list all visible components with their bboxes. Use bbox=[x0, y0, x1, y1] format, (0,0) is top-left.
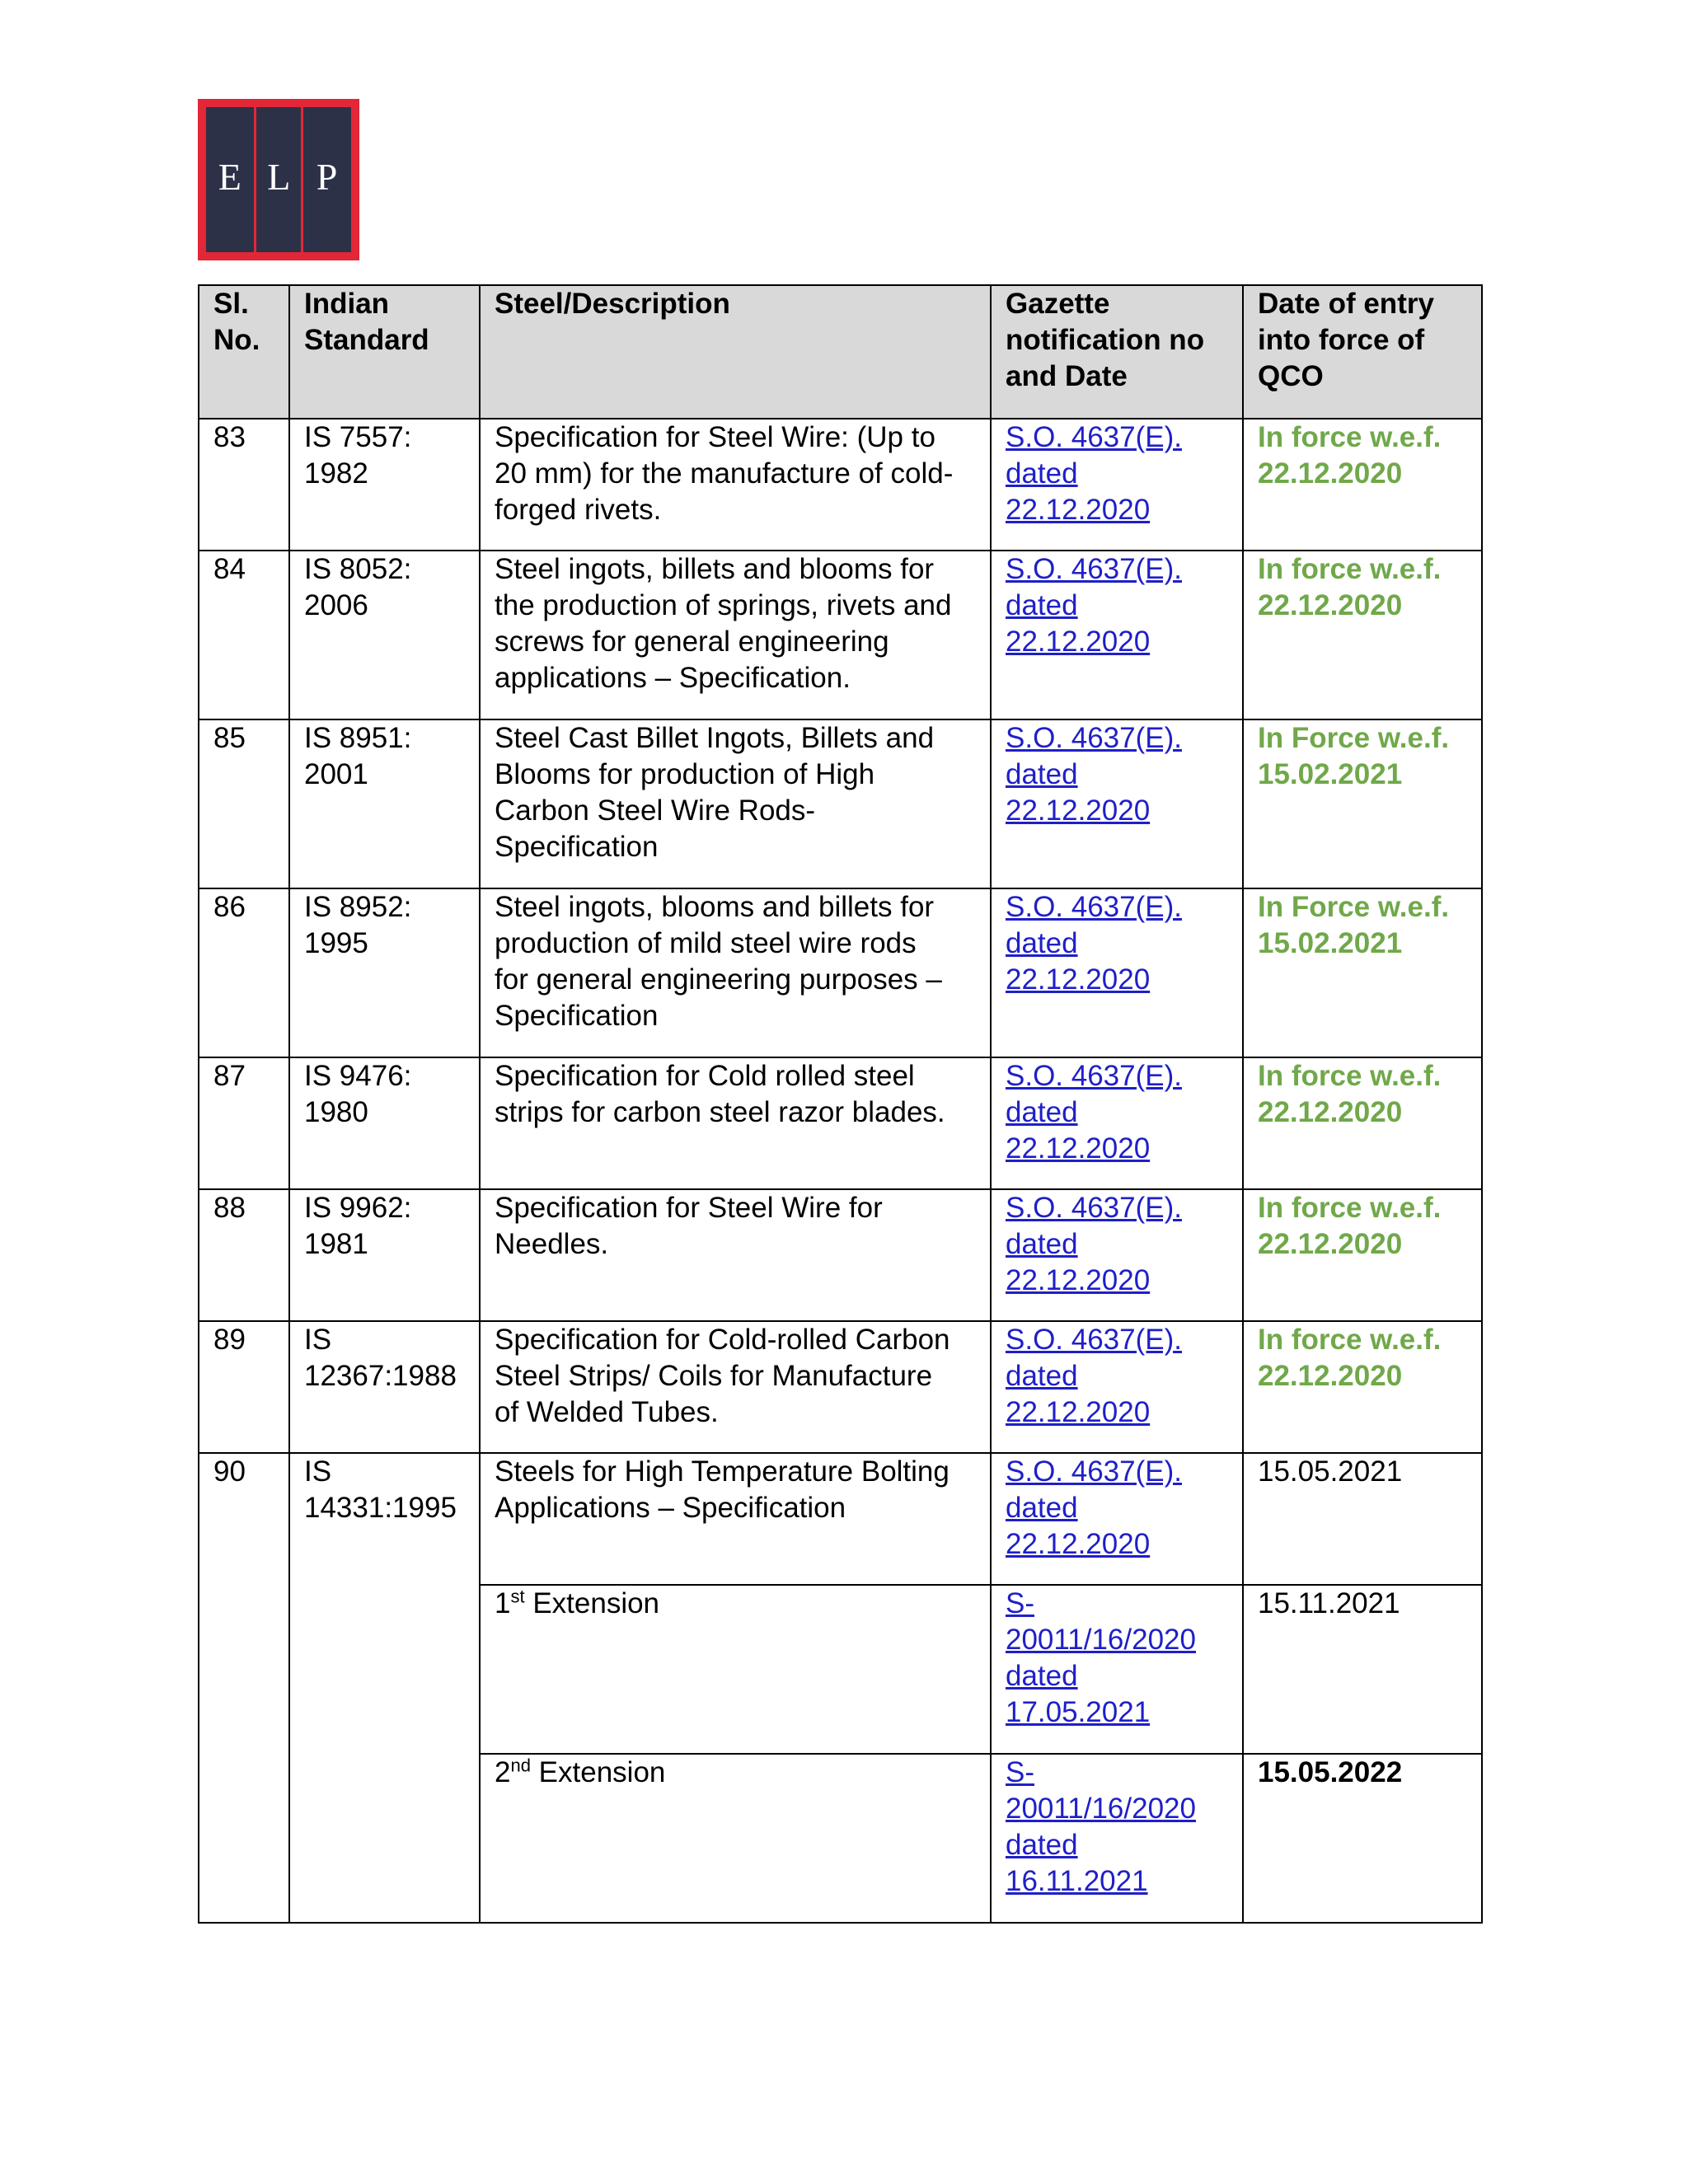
header-gazette: Gazette notification no and Date bbox=[991, 285, 1243, 419]
cell-gazette[interactable] bbox=[991, 888, 1243, 1057]
logo-letters bbox=[206, 155, 351, 199]
gazette-link[interactable]: S.O. 4637(E). bbox=[1006, 1455, 1182, 1488]
cell-sl: 84 bbox=[199, 551, 289, 719]
gazette-link[interactable]: 22.12.2020 bbox=[1006, 1132, 1151, 1165]
cell-description: Steel ingots, blooms and billets for production of mild steel wire rods for general engineering purposes – Specification bbox=[480, 888, 991, 1057]
gazette-link[interactable]: S- bbox=[1006, 1756, 1034, 1788]
cell-sl: 88 bbox=[199, 1189, 289, 1321]
cell-gazette[interactable] bbox=[991, 719, 1243, 888]
cell-gazette[interactable] bbox=[991, 1321, 1243, 1453]
gazette-link[interactable]: dated bbox=[1006, 758, 1078, 790]
gazette-link[interactable]: 22.12.2020 bbox=[1006, 1396, 1151, 1428]
gazette-link[interactable]: 16.11.2021 bbox=[1006, 1865, 1148, 1897]
gazette-link[interactable]: dated bbox=[1006, 1360, 1078, 1392]
header-entry-date: Date of entry into force of QCO bbox=[1243, 285, 1482, 419]
cell-gazette[interactable] bbox=[991, 1754, 1243, 1923]
table-row bbox=[199, 719, 1482, 888]
cell-description: Specification for Steel Wire: (Up to 20 mm) for the manufacture of cold- forged rivets. bbox=[480, 419, 991, 551]
gazette-link[interactable]: dated bbox=[1006, 1492, 1078, 1524]
table-header-row bbox=[199, 285, 1482, 419]
gazette-link[interactable]: 17.05.2021 bbox=[1006, 1696, 1151, 1728]
cell-gazette[interactable] bbox=[991, 419, 1243, 551]
cell-standard: IS 8951: 2001 bbox=[289, 719, 480, 888]
table-row bbox=[199, 1321, 1482, 1453]
cell-entry-date: In force w.e.f. 22.12.2020 bbox=[1243, 1321, 1482, 1453]
table-row bbox=[199, 419, 1482, 551]
cell-description: Specification for Cold-rolled Carbon Steel Strips/ Coils for Manufacture of Welded Tubes. bbox=[480, 1321, 991, 1453]
gazette-link[interactable]: S.O. 4637(E). bbox=[1006, 553, 1182, 585]
table-row bbox=[199, 1189, 1482, 1321]
gazette-link[interactable]: 22.12.2020 bbox=[1006, 1264, 1151, 1296]
cell-description: Steel ingots, billets and blooms for the production of springs, rivets and screws for general engineering applications – Specification. bbox=[480, 551, 991, 719]
cell-sl: 87 bbox=[199, 1057, 289, 1189]
elp-logo-panel bbox=[206, 107, 351, 252]
cell-description: Steel Cast Billet Ingots, Billets and Blooms for production of High Carbon Steel Wire Rods- Specification bbox=[480, 719, 991, 888]
gazette-link[interactable]: S.O. 4637(E). bbox=[1006, 1192, 1182, 1224]
cell-standard: IS 12367:1988 bbox=[289, 1321, 480, 1453]
cell-gazette[interactable] bbox=[991, 1585, 1243, 1754]
gazette-link[interactable]: dated bbox=[1006, 457, 1078, 490]
cell-entry-date: 15.05.2021 bbox=[1243, 1453, 1482, 1585]
cell-description: Specification for Steel Wire for Needles. bbox=[480, 1189, 991, 1321]
gazette-link[interactable]: S.O. 4637(E). bbox=[1006, 891, 1182, 923]
cell-entry-date: 15.05.2022 bbox=[1243, 1754, 1482, 1923]
cell-standard: IS 8952: 1995 bbox=[289, 888, 480, 1057]
cell-gazette[interactable] bbox=[991, 1453, 1243, 1585]
cell-sl: 85 bbox=[199, 719, 289, 888]
cell-sl: 83 bbox=[199, 419, 289, 551]
cell-standard: IS 7557: 1982 bbox=[289, 419, 480, 551]
cell-entry-date: 15.11.2021 bbox=[1243, 1585, 1482, 1754]
header-description: Steel/Description bbox=[480, 285, 991, 419]
cell-sl: 90 bbox=[199, 1453, 289, 1923]
logo-letter: P bbox=[316, 156, 340, 198]
cell-description: 2nd Extension bbox=[480, 1754, 991, 1923]
cell-gazette[interactable] bbox=[991, 1057, 1243, 1189]
cell-standard: IS 9476: 1980 bbox=[289, 1057, 480, 1189]
cell-sl: 86 bbox=[199, 888, 289, 1057]
cell-standard: IS 9962: 1981 bbox=[289, 1189, 480, 1321]
cell-entry-date: In Force w.e.f. 15.02.2021 bbox=[1243, 888, 1482, 1057]
gazette-link[interactable]: 20011/16/2020 bbox=[1006, 1624, 1196, 1656]
logo-letter: E bbox=[218, 156, 243, 198]
qco-table bbox=[198, 284, 1483, 1924]
table-row bbox=[199, 1453, 1482, 1585]
gazette-link[interactable]: dated bbox=[1006, 1660, 1078, 1692]
gazette-link[interactable]: 22.12.2020 bbox=[1006, 794, 1151, 827]
gazette-link[interactable]: dated bbox=[1006, 1228, 1078, 1260]
gazette-link[interactable]: 20011/16/2020 bbox=[1006, 1793, 1196, 1825]
cell-sl: 89 bbox=[199, 1321, 289, 1453]
cell-description: 1st Extension bbox=[480, 1585, 991, 1754]
gazette-link[interactable]: S.O. 4637(E). bbox=[1006, 722, 1182, 754]
gazette-link[interactable]: 22.12.2020 bbox=[1006, 626, 1151, 658]
table-row bbox=[199, 551, 1482, 719]
cell-gazette[interactable] bbox=[991, 551, 1243, 719]
header-sl-no: Sl. No. bbox=[199, 285, 289, 419]
gazette-link[interactable]: 22.12.2020 bbox=[1006, 1528, 1151, 1560]
cell-entry-date: In force w.e.f. 22.12.2020 bbox=[1243, 1057, 1482, 1189]
gazette-link[interactable]: S.O. 4637(E). bbox=[1006, 1324, 1182, 1356]
gazette-link[interactable]: dated bbox=[1006, 589, 1078, 621]
cell-entry-date: In force w.e.f. 22.12.2020 bbox=[1243, 419, 1482, 551]
header-indian-standard: Indian Standard bbox=[289, 285, 480, 419]
gazette-link[interactable]: dated bbox=[1006, 1829, 1078, 1861]
table-row bbox=[199, 1057, 1482, 1189]
cell-description: Specification for Cold rolled steel strips for carbon steel razor blades. bbox=[480, 1057, 991, 1189]
gazette-link[interactable]: S.O. 4637(E). bbox=[1006, 421, 1182, 453]
cell-entry-date: In force w.e.f. 22.12.2020 bbox=[1243, 551, 1482, 719]
cell-gazette[interactable] bbox=[991, 1189, 1243, 1321]
cell-description: Steels for High Temperature Bolting Applications – Specification bbox=[480, 1453, 991, 1585]
logo-letter: L bbox=[267, 156, 293, 198]
cell-entry-date: In force w.e.f. 22.12.2020 bbox=[1243, 1189, 1482, 1321]
gazette-link[interactable]: 22.12.2020 bbox=[1006, 963, 1151, 996]
gazette-link[interactable]: dated bbox=[1006, 1096, 1078, 1128]
elp-logo bbox=[198, 99, 359, 260]
gazette-link[interactable]: S.O. 4637(E). bbox=[1006, 1060, 1182, 1092]
table-row bbox=[199, 888, 1482, 1057]
cell-entry-date: In Force w.e.f. 15.02.2021 bbox=[1243, 719, 1482, 888]
gazette-link[interactable]: 22.12.2020 bbox=[1006, 494, 1151, 526]
gazette-link[interactable]: S- bbox=[1006, 1587, 1034, 1619]
cell-standard: IS 8052: 2006 bbox=[289, 551, 480, 719]
gazette-link[interactable]: dated bbox=[1006, 927, 1078, 959]
cell-standard: IS 14331:1995 bbox=[289, 1453, 480, 1923]
